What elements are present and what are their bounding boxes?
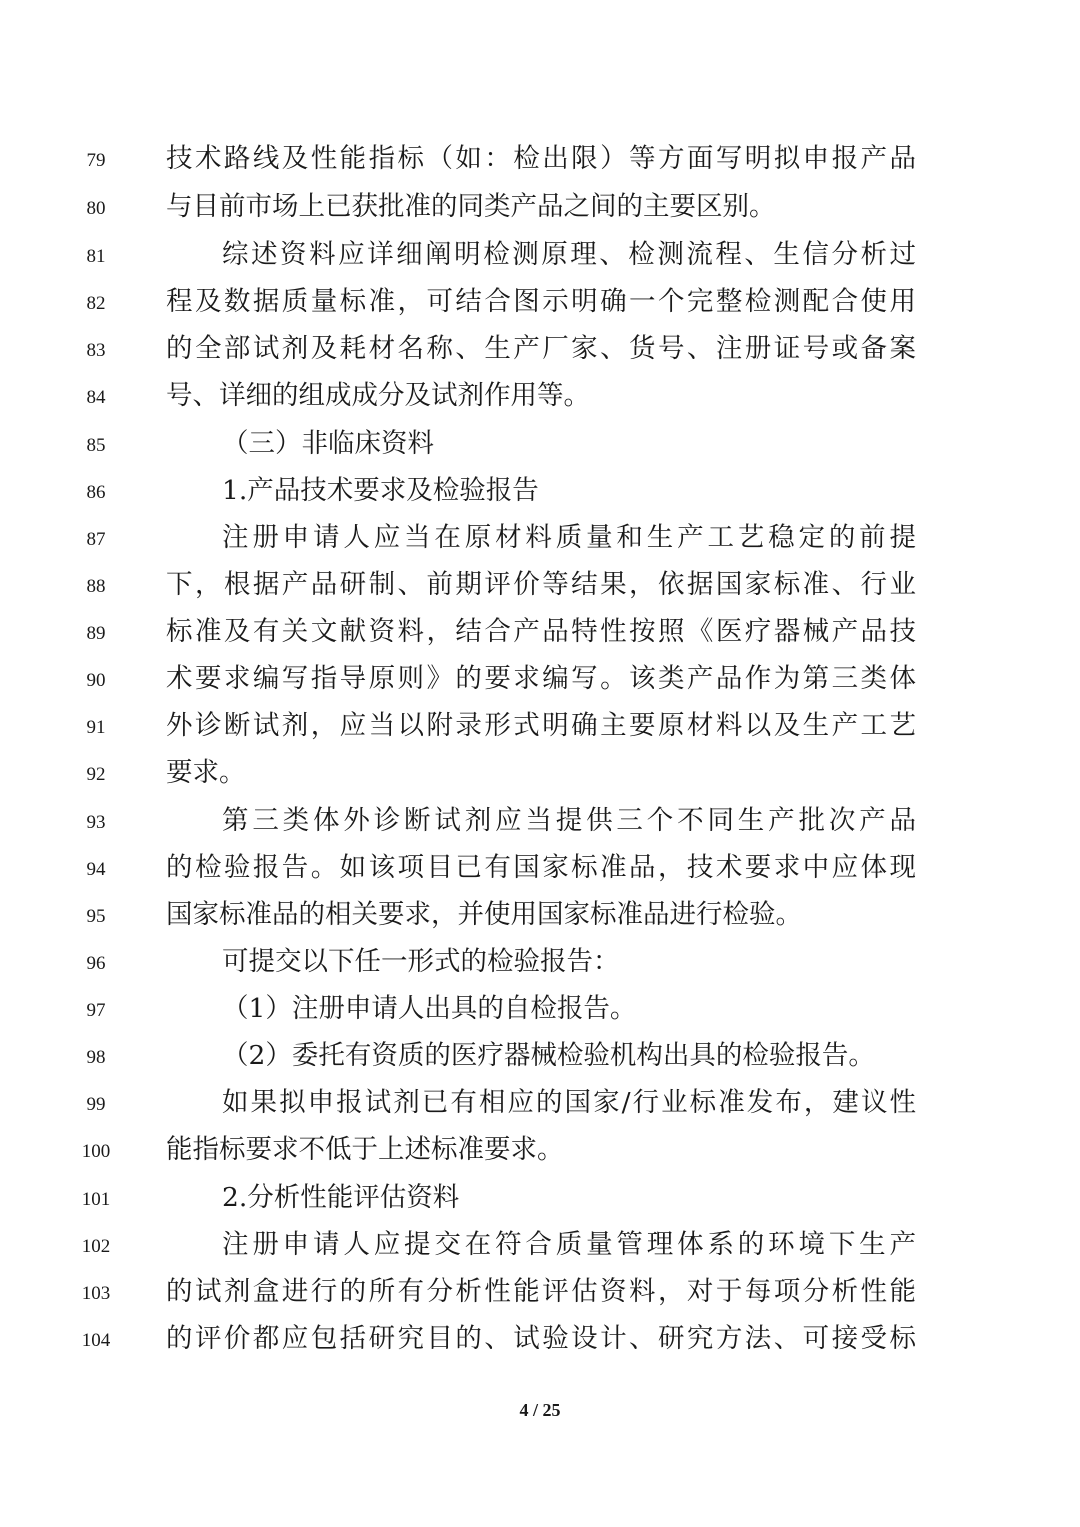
subsection-heading: 1.产品技术要求及检验报告 xyxy=(222,475,539,506)
text-line xyxy=(0,891,1080,939)
text-line xyxy=(0,985,1080,1033)
text-line xyxy=(0,702,1080,750)
line-number: 95 xyxy=(86,906,106,927)
line-text: 第三类体外诊断试剂应当提供三个不同生产批次产品 xyxy=(222,805,916,836)
text-line xyxy=(0,844,1080,892)
line-text: 如果拟申报试剂已有相应的国家/行业标准发布，建议性 xyxy=(222,1087,916,1118)
line-number: 100 xyxy=(81,1141,111,1162)
line-text: 可提交以下任一形式的检验报告： xyxy=(222,946,620,977)
line-number: 80 xyxy=(86,198,106,219)
text-line xyxy=(0,1126,1080,1174)
text-line xyxy=(0,183,1080,231)
line-number: 89 xyxy=(86,623,106,644)
page-number: 4 / 25 xyxy=(519,1400,561,1420)
line-number: 88 xyxy=(86,576,106,597)
line-text: 综述资料应详细阐明检测原理、检测流程、生信分析过 xyxy=(222,239,916,270)
text-line xyxy=(0,1032,1080,1080)
text-line xyxy=(0,1221,1080,1269)
text-line xyxy=(0,1079,1080,1127)
line-number: 98 xyxy=(86,1047,106,1068)
subsection-heading: 2.分析性能评估资料 xyxy=(222,1182,460,1213)
line-text: 程及数据质量标准，可结合图示明确一个完整检测配合使用 xyxy=(166,286,916,317)
line-number: 84 xyxy=(86,387,106,408)
line-number: 92 xyxy=(86,764,106,785)
text-line xyxy=(0,467,1080,515)
text-line xyxy=(0,420,1080,468)
line-number: 90 xyxy=(86,670,106,691)
text-line xyxy=(0,749,1080,797)
line-number: 103 xyxy=(81,1283,111,1304)
line-number: 99 xyxy=(86,1094,106,1115)
line-text: 的全部试剂及耗材名称、生产厂家、货号、注册证号或备案 xyxy=(166,333,916,364)
line-text: 要求。 xyxy=(166,757,246,788)
line-number: 83 xyxy=(86,340,106,361)
line-number: 94 xyxy=(86,859,106,880)
line-text: 术要求编写指导原则》的要求编写。该类产品作为第三类体 xyxy=(166,663,916,694)
line-text: （2）委托有资质的医疗器械检验机构出具的检验报告。 xyxy=(222,1040,875,1071)
text-line xyxy=(0,1268,1080,1316)
line-text: 与目前市场上已获批准的同类产品之间的主要区别。 xyxy=(166,191,776,222)
line-text: 国家标准品的相关要求，并使用国家标准品进行检验。 xyxy=(166,899,802,930)
line-text: 下，根据产品研制、前期评价等结果，依据国家标准、行业 xyxy=(166,569,916,600)
line-text: 标准及有关文献资料，结合产品特性按照《医疗器械产品技 xyxy=(166,616,916,647)
line-number: 81 xyxy=(86,246,106,267)
text-line xyxy=(0,561,1080,609)
line-text: 外诊断试剂，应当以附录形式明确主要原材料以及生产工艺 xyxy=(166,710,916,741)
section-heading: （三）非临床资料 xyxy=(222,428,434,459)
line-text: 的评价都应包括研究目的、试验设计、研究方法、可接受标 xyxy=(166,1323,916,1354)
line-text: （1）注册申请人出具的自检报告。 xyxy=(222,993,637,1024)
text-line xyxy=(0,325,1080,373)
text-line xyxy=(0,797,1080,845)
line-number: 102 xyxy=(81,1236,111,1257)
line-text: 号、详细的组成成分及试剂作用等。 xyxy=(166,380,590,411)
line-text: 的检验报告。如该项目已有国家标准品，技术要求中应体现 xyxy=(166,852,916,883)
text-line xyxy=(0,231,1080,279)
text-line xyxy=(0,135,1080,183)
text-line xyxy=(0,1315,1080,1363)
line-number: 101 xyxy=(81,1189,111,1210)
line-number: 79 xyxy=(86,150,106,171)
line-number: 96 xyxy=(86,953,106,974)
text-line xyxy=(0,1174,1080,1222)
line-number: 87 xyxy=(86,529,106,550)
line-number: 91 xyxy=(86,717,106,738)
text-line xyxy=(0,372,1080,420)
line-text: 注册申请人应当在原材料质量和生产工艺稳定的前提 xyxy=(222,522,916,553)
text-line xyxy=(0,938,1080,986)
line-text: 的试剂盒进行的所有分析性能评估资料，对于每项分析性能 xyxy=(166,1276,916,1307)
line-text: 技术路线及性能指标（如：检出限）等方面写明拟申报产品 xyxy=(166,143,916,174)
text-line xyxy=(0,608,1080,656)
text-line xyxy=(0,278,1080,326)
line-number: 93 xyxy=(86,812,106,833)
line-number: 85 xyxy=(86,435,106,456)
text-line xyxy=(0,514,1080,562)
line-text: 注册申请人应提交在符合质量管理体系的环境下生产 xyxy=(222,1229,916,1260)
line-number: 86 xyxy=(86,482,106,503)
line-number: 82 xyxy=(86,293,106,314)
line-number: 104 xyxy=(81,1330,111,1351)
text-line xyxy=(0,655,1080,703)
line-number: 97 xyxy=(86,1000,106,1021)
line-text: 能指标要求不低于上述标准要求。 xyxy=(166,1134,564,1165)
